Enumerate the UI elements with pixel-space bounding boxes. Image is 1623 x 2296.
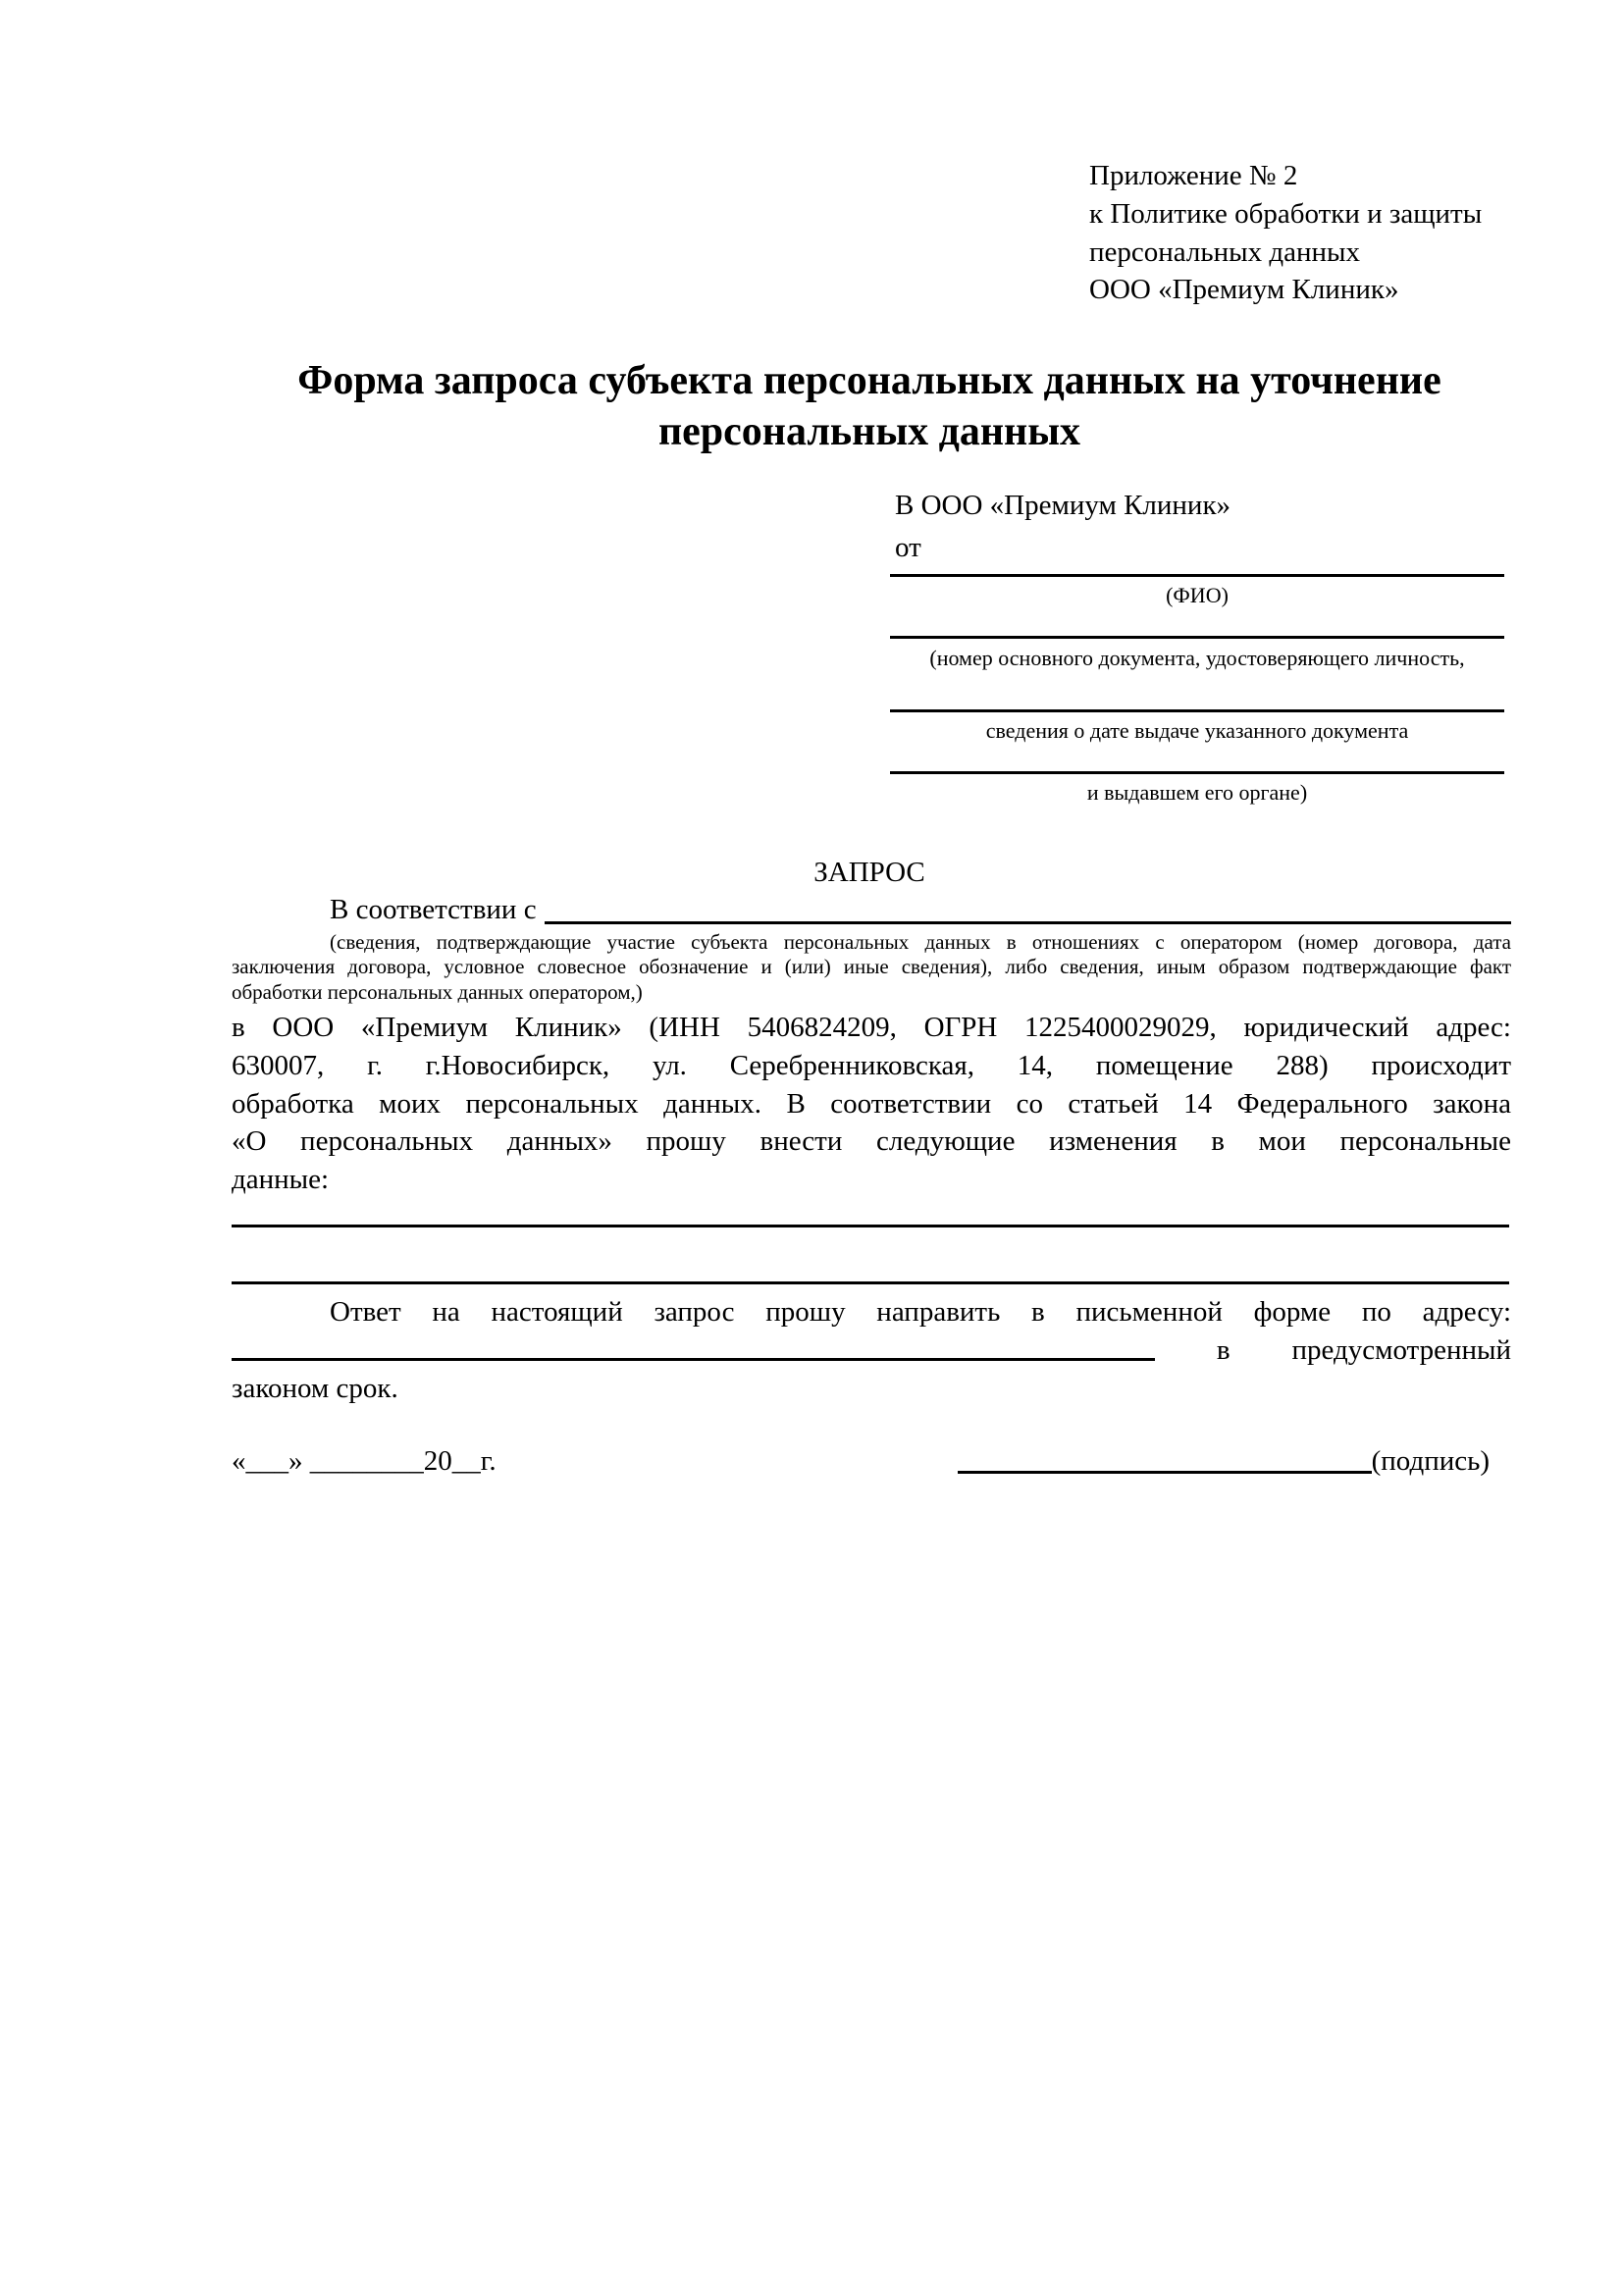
request-body-line: «О персональных данных» прошу внести следующие изменения в мои персональные xyxy=(232,1125,1511,1158)
appendix-note xyxy=(1089,157,1541,309)
issue-date-caption: сведения о дате выдаче указанного документа xyxy=(985,718,1409,743)
footer-spacer xyxy=(497,1442,958,1481)
intro-caption-line: заключения договора, условное словесное обозначение и (или) иные сведения), либо сведения, иным образом подтверждающие факт xyxy=(232,955,1511,979)
appendix-note-line: Приложение № 2 xyxy=(1089,160,1298,191)
request-body-line: 630007, г. г.Новосибирск, ул. Серебренниковская, 14, помещение 288) происходит xyxy=(232,1049,1511,1081)
request-heading: ЗАПРОС xyxy=(813,857,925,888)
date-signature-row xyxy=(232,1442,1511,1481)
intro-caption-line: обработки персональных данных оператором,) xyxy=(232,979,643,1004)
changes-blank-line-1 xyxy=(232,1225,1509,1227)
document-number-caption: (номер основного документа, удостоверяющего личность, xyxy=(929,646,1465,670)
fio-blank-line xyxy=(890,574,1504,577)
reply-line-3: законом срок. xyxy=(232,1372,398,1404)
signature-caption: (подпись) xyxy=(1371,1445,1490,1477)
document-title: Форма запроса субъекта персональных данных на уточнение персональных данных xyxy=(297,358,1441,454)
intro-caption xyxy=(232,930,1511,1005)
intro-prefix: В соответствии с xyxy=(330,894,537,925)
request-body-line: обработка моих персональных данных. В соответствии со статьей 14 Федерального закона xyxy=(232,1087,1511,1120)
request-body xyxy=(232,1009,1511,1199)
issue-date-blank-line xyxy=(890,709,1504,712)
reply-line2-word1: в xyxy=(1216,1333,1230,1366)
appendix-note-line: к Политике обработки и защиты xyxy=(1089,197,1483,230)
reply-paragraph xyxy=(232,1293,1511,1407)
appendix-note-line: ООО «Премиум Клиник» xyxy=(1089,274,1399,306)
reply-line-2 xyxy=(232,1331,1511,1370)
changes-blank-line-2 xyxy=(232,1281,1509,1284)
addressee-from-label: от xyxy=(895,532,921,563)
appendix-note-line: персональных данных xyxy=(1089,235,1361,268)
request-body-line: данные: xyxy=(232,1164,330,1196)
issuing-authority-blank-line xyxy=(890,771,1504,774)
addressee-org-line: В ООО «Премиум Клиник» xyxy=(895,490,1231,521)
signature-blank-line xyxy=(958,1471,1372,1474)
address-blank-line xyxy=(232,1358,1155,1361)
reply-line2-word2: предусмотренный xyxy=(1291,1333,1511,1366)
document-number-blank-line xyxy=(890,636,1504,639)
intro-blank-line xyxy=(545,891,1511,924)
intro-caption-line: (сведения, подтверждающие участие субъекта персональных данных в отношениях с оператором (номер договора, дата xyxy=(330,930,1511,954)
reply-line-1: Ответ на настоящий запрос прошу направить в письменной форме по адресу: xyxy=(330,1296,1511,1328)
request-body-line: в ООО «Премиум Клиник» (ИНН 5406824209, ОГРН 1225400029029, юридический адрес: xyxy=(232,1012,1511,1043)
date-blank: «___» ________20__г. xyxy=(232,1445,497,1477)
fio-caption: (ФИО) xyxy=(1166,583,1229,607)
issuing-authority-caption: и выдавшем его органе) xyxy=(1086,780,1308,805)
intro-line xyxy=(232,891,1511,929)
